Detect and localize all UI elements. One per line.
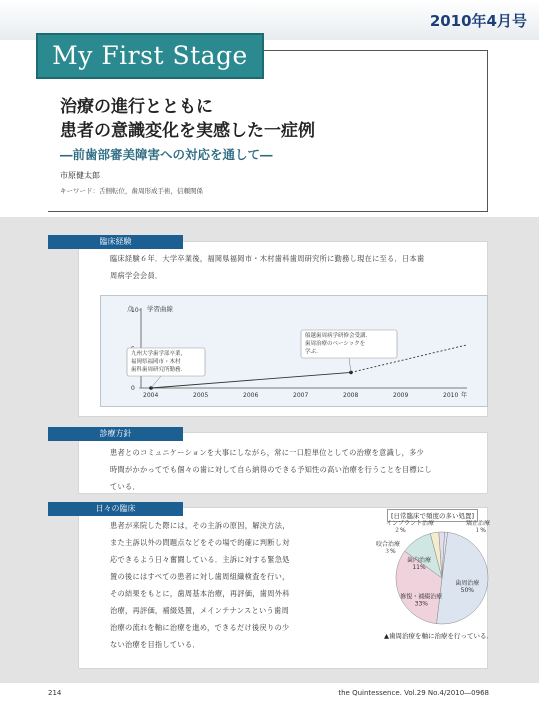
daily-line: また主訴以外の問題点などをその場で的確に判断し対 bbox=[110, 538, 290, 547]
learning-curve-svg bbox=[101, 296, 489, 408]
pie-slice-name: 歯周治療 bbox=[455, 579, 480, 587]
policy-line3: ている． bbox=[110, 482, 140, 491]
annotation-2008-line3: 学ぶ． bbox=[305, 349, 322, 355]
author-name: 市原健太郎 bbox=[60, 171, 100, 180]
daily-line: 応できるよう日々奮闘している．主訴に対する緊急処 bbox=[110, 555, 290, 564]
policy-line2: 時間がかかってでも個々の歯に対して自ら納得のできる予知性の高い治療を行うことを目標にし bbox=[110, 465, 432, 474]
page-number: 214 bbox=[48, 689, 62, 697]
policy-heading: 診療方針 bbox=[48, 427, 183, 441]
article-title bbox=[60, 95, 315, 143]
pie-slice-value: １% bbox=[474, 527, 486, 534]
pie-slice-value: ３% bbox=[384, 548, 396, 555]
daily-heading: 日々の臨床 bbox=[48, 502, 183, 516]
treatment-pie-chart bbox=[372, 520, 492, 630]
annotation-2004-line3: 歯科歯周研究所勤務． bbox=[131, 367, 187, 373]
daily-line: 治療，再評価，補綴処置，メインテナンスという歯周 bbox=[110, 606, 289, 615]
daily-line: その結果をもとに，歯周基本治療，再評価，歯周外科 bbox=[110, 589, 290, 598]
x-tick-label: 2005 bbox=[193, 392, 209, 399]
article-title-line2: 患者の意識変化を実感した一症例 bbox=[60, 121, 315, 141]
x-tick-label: 2008 bbox=[343, 392, 359, 399]
x-tick-label: 2004 bbox=[143, 392, 159, 399]
annotation-leader bbox=[349, 358, 351, 372]
pie-caption: ▲歯周治療を軸に治療を行っている． bbox=[384, 632, 493, 640]
pie-title: [日常臨床で頻度の多い処置] bbox=[387, 509, 478, 522]
chart-title: 学習曲線 bbox=[147, 305, 173, 313]
journal-citation: the Quintessence. Vol.29 No.4/2010―0968 bbox=[338, 689, 489, 697]
pie-slices bbox=[396, 532, 488, 624]
pie-slice-name: 咬合治療 bbox=[376, 541, 401, 548]
pie-slice-value: ２% bbox=[394, 527, 406, 534]
article-title-line1: 治療の進行とともに bbox=[60, 97, 213, 117]
clinical-history-heading: 臨床経験 bbox=[48, 235, 183, 249]
annotation-2008-line1: 船越歯周病学研修会受講． bbox=[305, 333, 372, 339]
clinical-history-line1: 臨床経験６年．大学卒業後，福岡県福岡市・木村歯科歯周研究所に勤務し現在に至る．日本歯 bbox=[110, 254, 425, 263]
y-unit-label: 点 bbox=[127, 306, 134, 313]
annotation-2004 bbox=[127, 348, 205, 376]
policy-text bbox=[110, 444, 480, 495]
pie-slice-value: 11% bbox=[412, 563, 426, 571]
daily-line: 患者が来院した際には，その主訴の原因，解決方法， bbox=[110, 521, 290, 530]
daily-line: 治療の流れを軸に治療を進め，できるだけ後戻りの少 bbox=[110, 623, 290, 632]
daily-line: 置の後にはすべての患者に対し歯周組織検査を行い， bbox=[110, 572, 290, 581]
annotation-leader bbox=[151, 376, 161, 388]
pie-slice-name: インプラント治療 bbox=[386, 520, 435, 527]
learning-curve-chart bbox=[100, 295, 488, 407]
series-title: My First Stage bbox=[36, 33, 264, 79]
policy-line1: 患者とのコミュニケーションを大事にしながら，常に一口腔単位としての治療を意識し，多少 bbox=[110, 448, 425, 457]
x-tick-label: 2006 bbox=[243, 392, 259, 399]
annotation-2004-line2: 福岡県福岡市・木村 bbox=[131, 359, 181, 365]
keywords: キーワード：舌側転位，歯周形成手術，信頼関係 bbox=[60, 187, 203, 195]
pie-slice-value: 33% bbox=[414, 600, 428, 608]
pie-slice-name: 歯内治療 bbox=[406, 556, 432, 564]
pie-slice-value: 50% bbox=[460, 586, 474, 594]
x-tick-label: 2009 bbox=[393, 392, 409, 399]
issue-label: 2010年4月号 bbox=[429, 12, 527, 30]
daily-text bbox=[110, 517, 348, 653]
clinical-history-line2: 周病学会会員． bbox=[110, 271, 163, 280]
article-subtitle: ―前歯部審美障害への対応を通して― bbox=[60, 147, 273, 162]
annotation-2008-line2: 歯周治療のベーシックを bbox=[305, 341, 366, 347]
x-tick-label: 2010 bbox=[443, 392, 459, 399]
clinical-history-text bbox=[110, 250, 480, 284]
x-tick-label: 2007 bbox=[293, 392, 309, 399]
annotation-2004-line1: 九州大学歯学部卒業， bbox=[131, 351, 187, 357]
y-tick-label: 0 bbox=[131, 385, 135, 392]
annotation-2008 bbox=[301, 330, 397, 358]
x-axis-unit: 年 bbox=[461, 392, 468, 399]
pie-slice-name: 矯正治療 bbox=[465, 520, 490, 527]
y-tick-label: 10 bbox=[131, 307, 139, 314]
pie-slice-name: 修復・補綴治療 bbox=[400, 593, 443, 601]
daily-line: ない治療を目指している． bbox=[110, 640, 200, 649]
